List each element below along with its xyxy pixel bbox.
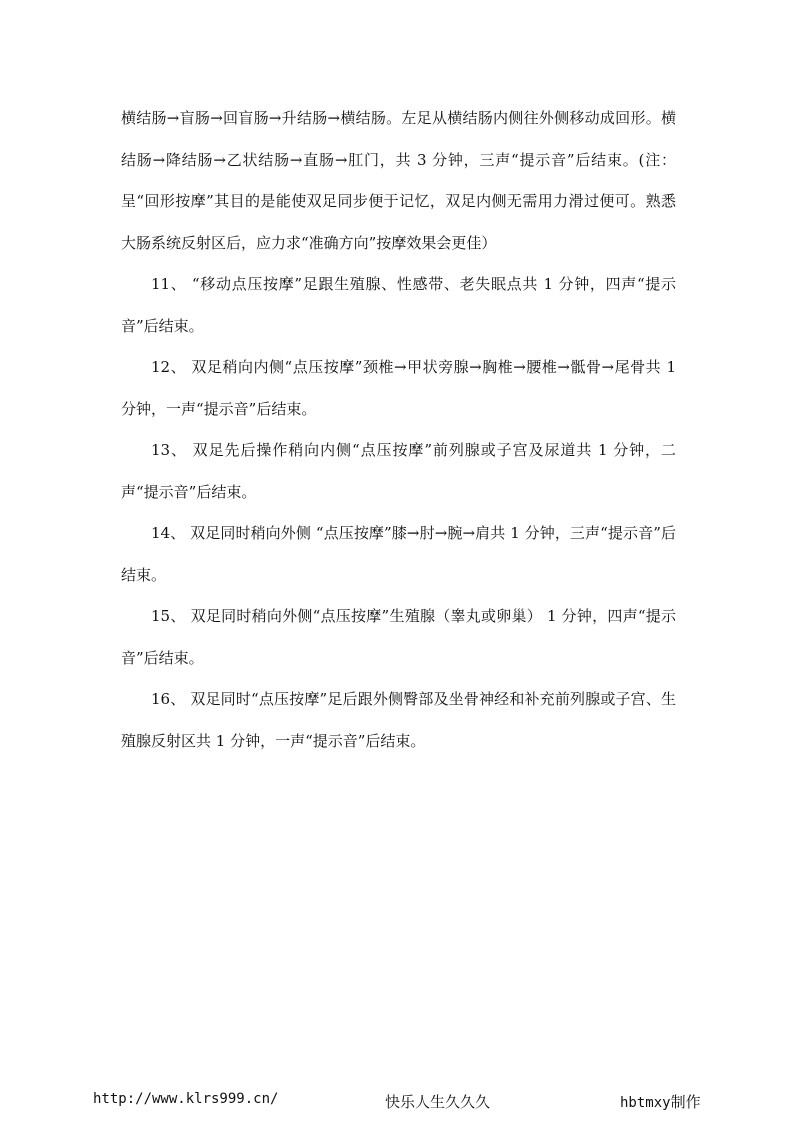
paragraph-step-14: 14、 双足同时稍向外侧 “点压按摩”膝→肘→腕→肩共 1 分钟，三声“提示音”后结束。 bbox=[121, 524, 676, 584]
footer-url: http://www.klrs999.cn/ bbox=[93, 1091, 279, 1107]
paragraph-step-16: 16、 双足同时“点压按摩”足后跟外侧臀部及坐骨神经和补充前列腺或子宫、生殖腺反射区共 1 分钟，一声“提示音”后结束。 bbox=[121, 690, 676, 750]
footer-slogan: 快乐人生久久久 bbox=[385, 1093, 491, 1111]
page-footer bbox=[0, 1091, 793, 1137]
document-body bbox=[121, 98, 676, 762]
paragraph-step-11: 11、 “移动点压按摩”足跟生殖腺、性感带、老失眠点共 1 分钟，四声“提示音”后结束。 bbox=[121, 275, 676, 335]
footer-author-suffix: 制作 bbox=[670, 1093, 701, 1111]
footer-credit bbox=[620, 1091, 701, 1112]
footer-author-id: hbtmxy bbox=[620, 1095, 671, 1111]
paragraph-step-12: 12、 双足稍向内侧“点压按摩”颈椎→甲状旁腺→胸椎→腰椎→骶骨→尾骨共 1 分钟，一声“提示音”后结束。 bbox=[121, 358, 676, 418]
paragraph-step-13: 13、 双足先后操作稍向内侧“点压按摩”前列腺或子宫及尿道共 1 分钟，二声“提示音”后结束。 bbox=[121, 441, 676, 501]
paragraph-step-15: 15、 双足同时稍向外侧“点压按摩”生殖腺（睾丸或卵巢） 1 分钟，四声“提示音”后结束。 bbox=[121, 607, 676, 667]
paragraph-continuation: 横结肠→盲肠→回盲肠→升结肠→横结肠。左足从横结肠内侧往外侧移动成回形。横结肠→降结肠→乙状结肠→直肠→肛门，共 3 分钟，三声“提示音”后结束。(注：呈“回形按摩”其目的是能使双足同步便于记忆，双足内侧无需用力滑过便可。熟悉大肠系统反射区后，应力求“准确方向”按摩效果会更佳） bbox=[121, 109, 676, 252]
